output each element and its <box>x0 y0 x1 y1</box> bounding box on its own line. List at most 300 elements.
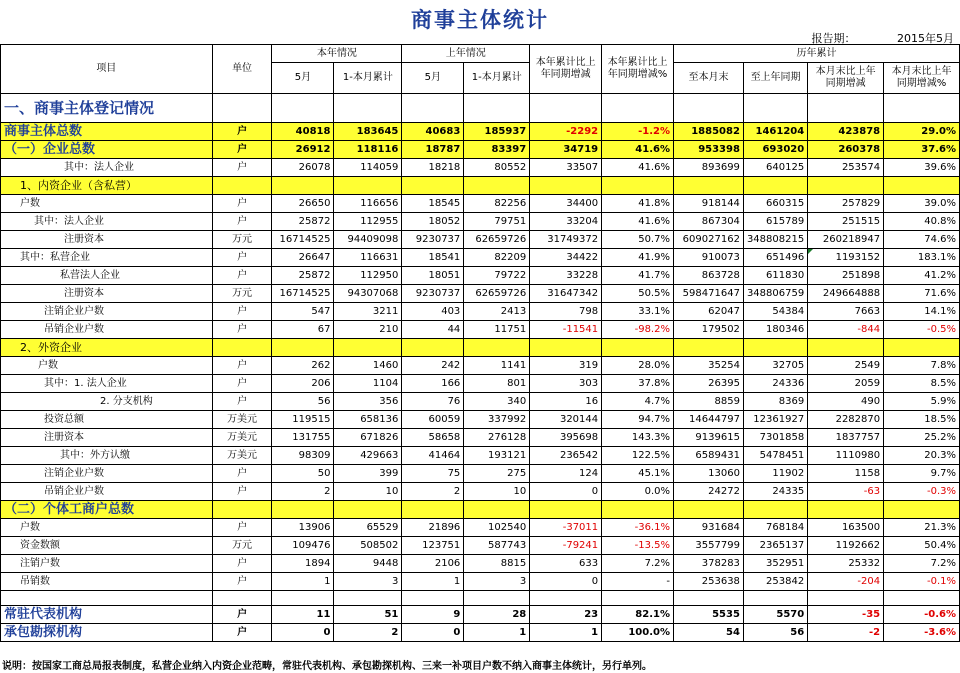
table-cell <box>884 177 960 195</box>
table-cell: 356 <box>334 393 402 411</box>
header-h-change: 本月末比上年同期增减 <box>808 63 884 94</box>
table-cell: -1.2% <box>602 123 674 141</box>
statistics-table <box>0 44 960 642</box>
row-label: 吊销数 <box>1 573 213 591</box>
table-cell: 34719 <box>530 141 602 159</box>
table-cell <box>464 501 530 519</box>
table-cell: 693020 <box>743 141 807 159</box>
table-cell <box>884 339 960 357</box>
table-cell: -98.2% <box>602 321 674 339</box>
table-cell <box>673 339 743 357</box>
table-cell: 275 <box>464 465 530 483</box>
table-cell: 242 <box>402 357 464 375</box>
table-cell: 11902 <box>743 465 807 483</box>
row-unit: 户 <box>212 465 272 483</box>
table-cell: 1110980 <box>808 447 884 465</box>
table-cell <box>743 339 807 357</box>
header-cum-change: 本年累计比上年同期增减 <box>530 45 602 94</box>
table-cell: 1461204 <box>743 123 807 141</box>
header-h-change-pct: 本月末比上年同期增减% <box>884 63 960 94</box>
table-cell: 9.7% <box>884 465 960 483</box>
table-cell: 253842 <box>743 573 807 591</box>
table-cell: 28 <box>464 606 530 624</box>
table-cell: 26647 <box>272 249 334 267</box>
table-row <box>1 321 960 339</box>
table-cell <box>743 177 807 195</box>
table-cell: 9230737 <box>402 285 464 303</box>
table-cell: 1 <box>402 573 464 591</box>
table-cell: 35254 <box>673 357 743 375</box>
table-cell: 116656 <box>334 195 402 213</box>
table-cell: 82256 <box>464 195 530 213</box>
row-label: 其中：法人企业 <box>1 159 213 177</box>
table-cell: 33204 <box>530 213 602 231</box>
table-cell: 112955 <box>334 213 402 231</box>
table-cell: 82209 <box>464 249 530 267</box>
table-cell: 6589431 <box>673 447 743 465</box>
header-historical: 历年累计 <box>673 45 959 63</box>
table-row <box>1 213 960 231</box>
row-unit: 户 <box>212 303 272 321</box>
table-cell: 50.7% <box>602 231 674 249</box>
table-cell: 253638 <box>673 573 743 591</box>
table-cell <box>808 591 884 606</box>
table-cell: 62659726 <box>464 231 530 249</box>
table-cell <box>673 501 743 519</box>
table-cell: 114059 <box>334 159 402 177</box>
table-cell: 41464 <box>402 447 464 465</box>
report-period-value: 2015年5月 <box>897 32 954 45</box>
row-label: 2. 分支机构 <box>1 393 213 411</box>
table-row <box>1 537 960 555</box>
table-cell: 4.7% <box>602 393 674 411</box>
table-cell: 352951 <box>743 555 807 573</box>
table-cell: 0 <box>272 624 334 642</box>
table-cell: 39.0% <box>884 195 960 213</box>
table-cell: 34400 <box>530 195 602 213</box>
row-unit: 户 <box>212 624 272 642</box>
table-cell: 7.8% <box>884 357 960 375</box>
table-cell <box>212 591 272 606</box>
table-cell: 251515 <box>808 213 884 231</box>
table-cell: 863728 <box>673 267 743 285</box>
row-unit: 户 <box>212 606 272 624</box>
row-unit <box>212 501 272 519</box>
table-cell: 98309 <box>272 447 334 465</box>
table-cell: 348808215 <box>743 231 807 249</box>
table-cell: 0.0% <box>602 483 674 501</box>
table-cell: 9230737 <box>402 231 464 249</box>
row-label: 户数 <box>1 195 213 213</box>
table-row <box>1 285 960 303</box>
table-cell: 109476 <box>272 537 334 555</box>
table-cell: 23 <box>530 606 602 624</box>
table-cell: 50.5% <box>602 285 674 303</box>
table-cell <box>334 339 402 357</box>
table-cell <box>334 177 402 195</box>
table-cell: 1192662 <box>808 537 884 555</box>
table-cell: 1104 <box>334 375 402 393</box>
row-unit <box>212 339 272 357</box>
table-cell: 1460 <box>334 357 402 375</box>
table-row <box>1 249 960 267</box>
table-row <box>1 411 960 429</box>
table-cell <box>272 94 334 123</box>
table-row <box>1 447 960 465</box>
row-unit: 户 <box>212 141 272 159</box>
table-row <box>1 339 960 357</box>
table-cell: 0 <box>530 483 602 501</box>
table-cell: 41.6% <box>602 141 674 159</box>
table-cell: 9139615 <box>673 429 743 447</box>
table-cell <box>272 339 334 357</box>
table-cell: 7301858 <box>743 429 807 447</box>
table-cell: 12361927 <box>743 411 807 429</box>
table-row <box>1 483 960 501</box>
row-label: 户数 <box>1 357 213 375</box>
table-cell: 180346 <box>743 321 807 339</box>
table-cell: 41.6% <box>602 159 674 177</box>
row-unit: 户 <box>212 375 272 393</box>
row-unit: 户 <box>212 123 272 141</box>
table-cell: 118116 <box>334 141 402 159</box>
table-cell: 3 <box>334 573 402 591</box>
row-label: 2、外资企业 <box>1 339 213 357</box>
table-row <box>1 267 960 285</box>
footnote: 说明：按国家工商总局报表制度，私营企业纳入内资企业范畴，常驻代表机构、承包勘探机构、三来一补项目户数不纳入商事主体统计，另行单列。 <box>2 661 652 672</box>
table-cell: 51 <box>334 606 402 624</box>
table-cell: 131755 <box>272 429 334 447</box>
table-cell: 116631 <box>334 249 402 267</box>
table-cell: 37.6% <box>884 141 960 159</box>
table-cell: 257829 <box>808 195 884 213</box>
table-cell: 50 <box>272 465 334 483</box>
table-cell: 102540 <box>464 519 530 537</box>
table-cell <box>402 94 464 123</box>
table-cell: -2 <box>808 624 884 642</box>
table-cell: -3.6% <box>884 624 960 642</box>
table-cell: 611830 <box>743 267 807 285</box>
table-cell: 25872 <box>272 267 334 285</box>
row-unit: 户 <box>212 267 272 285</box>
table-cell: 348806759 <box>743 285 807 303</box>
table-cell: 193121 <box>464 447 530 465</box>
table-cell: 7663 <box>808 303 884 321</box>
table-cell: 13906 <box>272 519 334 537</box>
table-cell <box>212 94 272 123</box>
table-cell: 80552 <box>464 159 530 177</box>
table-cell: 183.1% <box>884 249 960 267</box>
table-cell: 24335 <box>743 483 807 501</box>
row-label: 商事主体总数 <box>1 123 213 141</box>
table-row <box>1 231 960 249</box>
table-cell: -204 <box>808 573 884 591</box>
table-cell: 378283 <box>673 555 743 573</box>
table-cell: 1193152 <box>808 249 884 267</box>
table-cell <box>884 501 960 519</box>
row-unit: 万元 <box>212 285 272 303</box>
table-row <box>1 357 960 375</box>
table-cell: 633 <box>530 555 602 573</box>
table-cell: 260218947 <box>808 231 884 249</box>
table-cell: 62047 <box>673 303 743 321</box>
header-ty-cum: 1-本月累计 <box>334 63 402 94</box>
table-cell: 10 <box>464 483 530 501</box>
table-cell: 185937 <box>464 123 530 141</box>
table-cell: 251898 <box>808 267 884 285</box>
row-unit: 万美元 <box>212 411 272 429</box>
table-row <box>1 429 960 447</box>
table-cell: 123751 <box>402 537 464 555</box>
header-ly-cum: 1-本月累计 <box>464 63 530 94</box>
row-label: 注册资本 <box>1 231 213 249</box>
table-cell: 640125 <box>743 159 807 177</box>
table-cell: 21896 <box>402 519 464 537</box>
table-cell: 122.5% <box>602 447 674 465</box>
row-unit: 户 <box>212 195 272 213</box>
row-unit: 万元 <box>212 231 272 249</box>
table-cell: 2059 <box>808 375 884 393</box>
table-cell: 429663 <box>334 447 402 465</box>
table-cell: -37011 <box>530 519 602 537</box>
table-cell: -13.5% <box>602 537 674 555</box>
header-last-year: 上年情况 <box>402 45 530 63</box>
table-cell <box>530 591 602 606</box>
table-row <box>1 573 960 591</box>
table-cell: 62659726 <box>464 285 530 303</box>
row-label: 承包勘探机构 <box>1 624 213 642</box>
table-cell: 44 <box>402 321 464 339</box>
table-body <box>1 94 960 642</box>
table-cell: 24272 <box>673 483 743 501</box>
row-label: 注销企业户数 <box>1 465 213 483</box>
row-label: （一）企业总数 <box>1 141 213 159</box>
table-cell <box>530 501 602 519</box>
table-cell: 26395 <box>673 375 743 393</box>
table-row <box>1 177 960 195</box>
table-cell <box>743 501 807 519</box>
table-cell: 94307068 <box>334 285 402 303</box>
table-cell: 83397 <box>464 141 530 159</box>
table-row <box>1 195 960 213</box>
table-cell: 119515 <box>272 411 334 429</box>
table-cell: 25.2% <box>884 429 960 447</box>
table-cell: 16714525 <box>272 285 334 303</box>
table-cell: 609027162 <box>673 231 743 249</box>
table-cell: 1 <box>272 573 334 591</box>
row-unit: 户 <box>212 573 272 591</box>
table-cell: 74.6% <box>884 231 960 249</box>
table-cell: 26912 <box>272 141 334 159</box>
row-unit: 户 <box>212 483 272 501</box>
table-cell: 100.0% <box>602 624 674 642</box>
table-cell: 910073 <box>673 249 743 267</box>
table-cell: -79241 <box>530 537 602 555</box>
header-cum-change-pct: 本年累计比上年同期增减% <box>602 45 674 94</box>
table-cell: 14.1% <box>884 303 960 321</box>
table-cell: 41.7% <box>602 267 674 285</box>
row-unit: 户 <box>212 357 272 375</box>
table-header <box>1 45 960 94</box>
table-cell <box>602 94 674 123</box>
row-unit: 户 <box>212 249 272 267</box>
table-row <box>1 375 960 393</box>
table-cell: -0.1% <box>884 573 960 591</box>
table-cell <box>530 177 602 195</box>
table-cell: 10 <box>334 483 402 501</box>
table-cell: 1894 <box>272 555 334 573</box>
row-label: 其中：1. 法人企业 <box>1 375 213 393</box>
table-cell: 112950 <box>334 267 402 285</box>
table-cell: 615789 <box>743 213 807 231</box>
table-cell: 41.9% <box>602 249 674 267</box>
table-cell: 8.5% <box>884 375 960 393</box>
table-cell: 303 <box>530 375 602 393</box>
table-cell <box>743 591 807 606</box>
table-cell: 7.2% <box>602 555 674 573</box>
table-cell: 931684 <box>673 519 743 537</box>
table-cell: 340 <box>464 393 530 411</box>
header-item: 项目 <box>1 45 213 94</box>
table-cell: 1 <box>530 624 602 642</box>
table-cell: 32705 <box>743 357 807 375</box>
table-cell: 3211 <box>334 303 402 321</box>
table-cell <box>464 94 530 123</box>
table-cell: 3 <box>464 573 530 591</box>
table-cell <box>808 177 884 195</box>
table-cell <box>334 501 402 519</box>
table-cell <box>402 177 464 195</box>
table-cell: 26650 <box>272 195 334 213</box>
table-cell: 45.1% <box>602 465 674 483</box>
table-cell: -35 <box>808 606 884 624</box>
table-cell: 262 <box>272 357 334 375</box>
table-cell: 16 <box>530 393 602 411</box>
table-cell: 76 <box>402 393 464 411</box>
row-label: 注册资本 <box>1 285 213 303</box>
table-cell: 276128 <box>464 429 530 447</box>
table-cell: 2282870 <box>808 411 884 429</box>
table-cell: 94409098 <box>334 231 402 249</box>
table-cell: 2413 <box>464 303 530 321</box>
table-cell: 2365137 <box>743 537 807 555</box>
row-unit: 户 <box>212 213 272 231</box>
table-cell: 5478451 <box>743 447 807 465</box>
table-cell: 18052 <box>402 213 464 231</box>
table-cell: 399 <box>334 465 402 483</box>
table-cell <box>743 94 807 123</box>
table-cell: 801 <box>464 375 530 393</box>
table-cell: 79751 <box>464 213 530 231</box>
row-label: 其中：外方认缴 <box>1 447 213 465</box>
table-cell: 40818 <box>272 123 334 141</box>
table-cell <box>464 591 530 606</box>
row-label: 注册资本 <box>1 429 213 447</box>
row-label: 资金数额 <box>1 537 213 555</box>
table-cell: 50.4% <box>884 537 960 555</box>
table-cell: 33.1% <box>602 303 674 321</box>
table-cell <box>402 591 464 606</box>
table-row <box>1 606 960 624</box>
table-cell: 94.7% <box>602 411 674 429</box>
row-unit: 户 <box>212 159 272 177</box>
table-cell: 395698 <box>530 429 602 447</box>
table-cell: 2 <box>402 483 464 501</box>
table-cell: 166 <box>402 375 464 393</box>
table-cell: 9 <box>402 606 464 624</box>
table-cell <box>334 94 402 123</box>
table-cell: 82.1% <box>602 606 674 624</box>
table-cell: 40683 <box>402 123 464 141</box>
table-row <box>1 624 960 642</box>
table-cell: 79722 <box>464 267 530 285</box>
table-cell: 7.2% <box>884 555 960 573</box>
table-cell: 1885082 <box>673 123 743 141</box>
table-row <box>1 159 960 177</box>
table-cell <box>272 591 334 606</box>
row-label: 注销户数 <box>1 555 213 573</box>
table-cell: 918144 <box>673 195 743 213</box>
table-cell: 26078 <box>272 159 334 177</box>
table-cell <box>884 94 960 123</box>
table-cell: 29.0% <box>884 123 960 141</box>
table-cell: 1141 <box>464 357 530 375</box>
table-cell: 8369 <box>743 393 807 411</box>
table-cell: 25332 <box>808 555 884 573</box>
table-cell: 56 <box>743 624 807 642</box>
row-unit: 万元 <box>212 537 272 555</box>
row-label: 注销企业户数 <box>1 303 213 321</box>
table-cell: 651496 <box>743 249 807 267</box>
row-label: 其中：私营企业 <box>1 249 213 267</box>
table-cell: 2 <box>334 624 402 642</box>
table-cell: 18218 <box>402 159 464 177</box>
table-cell: 8859 <box>673 393 743 411</box>
table-row <box>1 555 960 573</box>
row-unit: 户 <box>212 519 272 537</box>
table-cell: 163500 <box>808 519 884 537</box>
table-cell <box>530 339 602 357</box>
table-cell: 2106 <box>402 555 464 573</box>
row-unit: 万美元 <box>212 429 272 447</box>
table-cell: 14644797 <box>673 411 743 429</box>
table-cell: 5.9% <box>884 393 960 411</box>
table-cell: 671826 <box>334 429 402 447</box>
row-unit <box>212 177 272 195</box>
table-cell: 953398 <box>673 141 743 159</box>
table-cell <box>808 339 884 357</box>
row-unit: 万美元 <box>212 447 272 465</box>
table-cell: 1 <box>464 624 530 642</box>
header-ly-may: 5月 <box>402 63 464 94</box>
table-cell: - <box>602 573 674 591</box>
table-cell: 5570 <box>743 606 807 624</box>
table-cell: 34422 <box>530 249 602 267</box>
table-cell <box>602 501 674 519</box>
row-unit: 户 <box>212 555 272 573</box>
row-label: 投资总额 <box>1 411 213 429</box>
table-cell: 41.6% <box>602 213 674 231</box>
table-cell: 660315 <box>743 195 807 213</box>
table-cell <box>402 501 464 519</box>
table-cell: 31749372 <box>530 231 602 249</box>
table-cell: -0.5% <box>884 321 960 339</box>
table-cell: -844 <box>808 321 884 339</box>
table-cell <box>602 339 674 357</box>
table-cell: 1837757 <box>808 429 884 447</box>
table-cell <box>272 501 334 519</box>
table-cell: 490 <box>808 393 884 411</box>
